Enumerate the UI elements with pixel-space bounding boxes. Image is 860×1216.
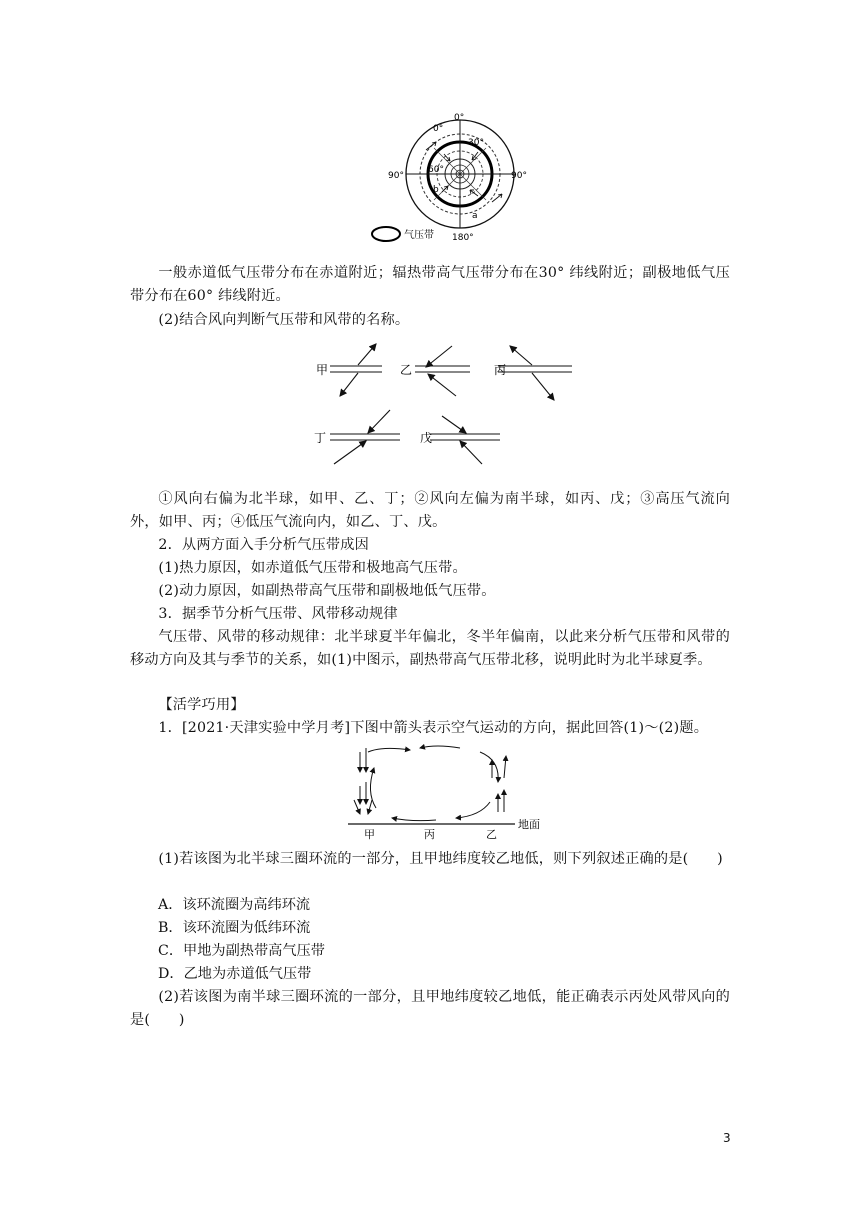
- wind-label-jia: 甲: [316, 363, 329, 377]
- question-1-part-2: (2)若该图为南半球三圈环流的一部分，且甲地纬度较乙地低，能正确表示丙处风带风向的是( ): [130, 989, 730, 1028]
- paragraph-step-2: (2)结合风向判断气压带和风带的名称。: [158, 312, 410, 328]
- pressure-belt-polar-diagram: [360, 108, 540, 246]
- lat-label-0-top: 0°: [454, 113, 465, 123]
- section-heading-practice: 【活学巧用】: [158, 697, 245, 713]
- wind-label-wu: 戊: [420, 431, 433, 445]
- lon-label-90-right: 90°: [511, 171, 527, 181]
- circ-label-yi: 乙: [486, 828, 497, 841]
- option-d[interactable]: D．乙地为赤道低气压带: [158, 966, 312, 982]
- paragraph-deflection-rules: ①风向右偏为北半球，如甲、乙、丁；②风向左偏为南半球，如丙、戊；③高压气流向外，如甲、丙；④低压气流向内，如乙、丁、戊。: [130, 491, 730, 530]
- option-c[interactable]: C．甲地为副热带高气压带: [158, 943, 325, 959]
- circulation-cell-diagram: [340, 742, 550, 842]
- lat-label-0-left: 0°: [433, 124, 444, 134]
- wind-label-bing: 丙: [494, 363, 507, 377]
- point-label-a: a: [472, 211, 478, 221]
- lat-label-30: 30°: [468, 138, 484, 148]
- circ-label-bing: 丙: [424, 828, 435, 841]
- option-b[interactable]: B．该环流圈为低纬环流: [158, 920, 311, 936]
- lon-label-180: 180°: [452, 233, 474, 243]
- option-a[interactable]: A．该环流圈为高纬环流: [158, 897, 311, 913]
- point-label-b: b: [433, 185, 439, 195]
- paragraph-section-2: 2．从两方面入手分析气压带成因: [158, 537, 370, 553]
- lat-label-60: 60°: [428, 165, 444, 175]
- wind-label-yi: 乙: [400, 363, 413, 377]
- lon-label-90-left: 90°: [388, 171, 404, 181]
- paragraph-thermal-cause: (1)热力原因，如赤道低气压带和极地高气压带。: [158, 560, 467, 576]
- question-1-part-1: (1)若该图为北半球三圈环流的一部分，且甲地纬度较乙地低，则下列叙述正确的是( ): [158, 851, 723, 867]
- legend-label: 气压带: [404, 230, 434, 241]
- paragraph-seasonal-shift: 气压带、风带的移动规律：北半球夏半年偏北，冬半年偏南，以此来分析气压带和风带的移动方向及其与季节的关系，如(1)中图示，副热带高气压带北移，说明此时为北半球夏季。: [130, 629, 730, 668]
- legend-symbol: [372, 227, 400, 241]
- paragraph-section-3: 3．据季节分析气压带、风带移动规律: [158, 606, 398, 622]
- paragraph-belt-locations: 一般赤道低气压带分布在赤道附近；辐热带高气压带分布在30° 纬线附近；副极地低气压带分布在60° 纬线附近。: [130, 265, 730, 304]
- paragraph-dynamic-cause: (2)动力原因，如副热带高气压带和副极地低气压带。: [158, 583, 496, 599]
- page-number: 3: [723, 1131, 731, 1145]
- wind-label-ding: 丁: [314, 431, 327, 445]
- wind-deflection-diagram: [310, 340, 580, 474]
- ground-label: 地面: [518, 818, 540, 831]
- circ-label-jia: 甲: [364, 828, 375, 841]
- question-1-stem: 1．[2021·天津实验中学月考]下图中箭头表示空气运动的方向，据此回答(1)～(2)题。: [158, 720, 709, 736]
